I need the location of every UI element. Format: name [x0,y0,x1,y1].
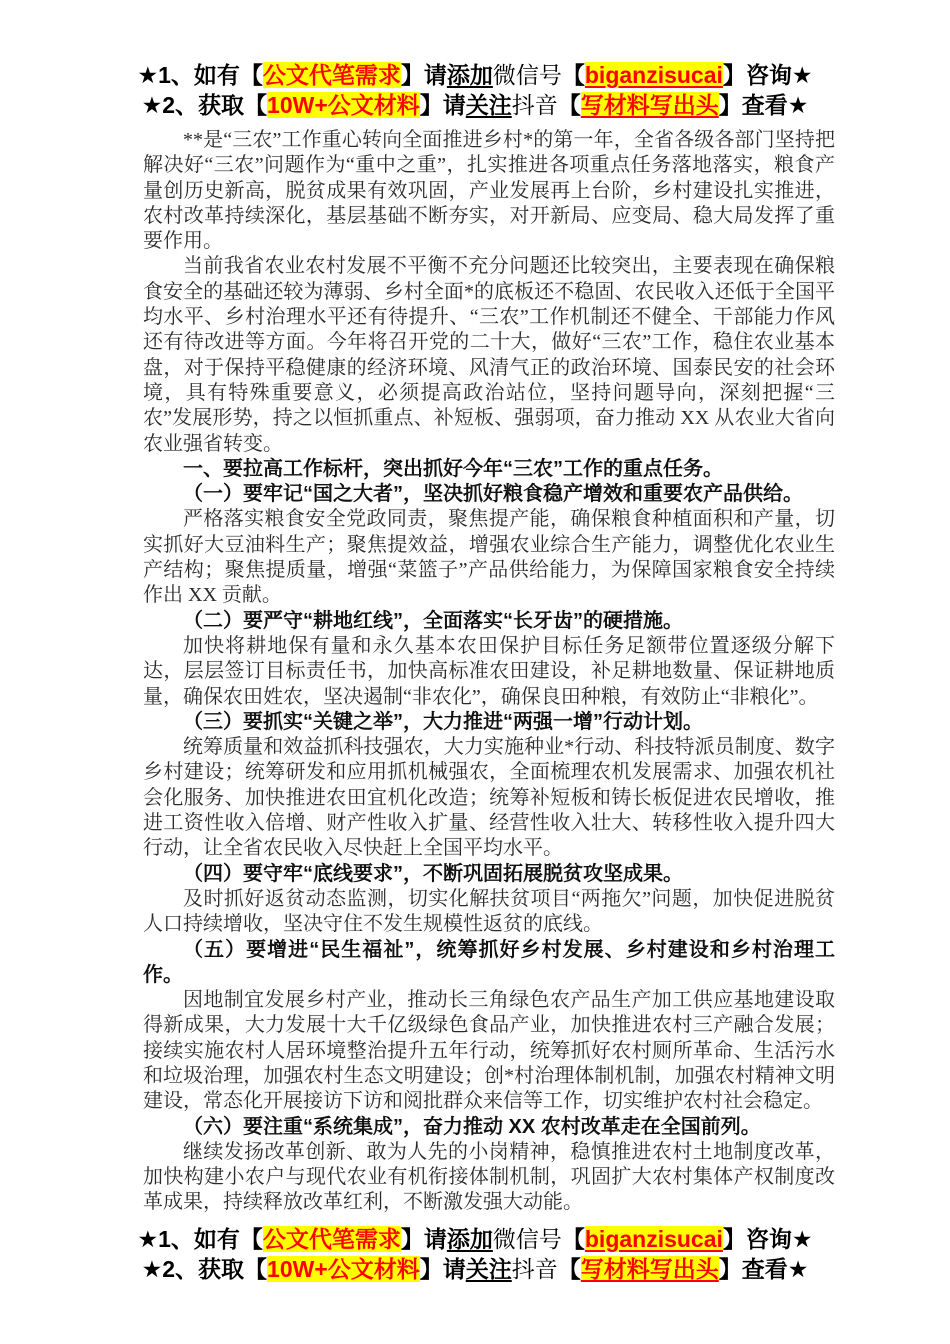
section-heading: （四）要守牢“底线要求”，不断巩固拓展脱贫攻坚成果。 [183,862,683,885]
banner-highlight-segment: 10W+公文材料 [267,92,420,118]
paragraph: 严格落实粮食安全党政同责，聚焦提产能，确保粮食种植面积和产量，切实抓好大豆油料生产；聚焦提效益，增强农业综合生产能力，调整优化农业生产结构；聚焦提质量，增强“菜篮子”产品供给能力，为保障国家粮食安全持续作出 XX 贡献。 [143,508,835,607]
promo-banner-top [0,60,950,120]
banner-text-segment: 微信号 [492,1225,562,1252]
paragraph: 加快将耕地保有量和永久基本农田保护目标任务足额带位置逐级分解下达，层层签订目标责任书，加快高标准农田建设，补足耕地数量、保证耕地质量，确保农田姓农，坚决遏制“非农化”，确保良田种粮，有效防止“非粮化”。 [143,634,835,708]
section-heading: （五）要增进“民生福祉”，统筹抓好乡村发展、乡村建设和乡村治理工作。 [143,938,835,986]
banner-text-segment: 抖音 [511,92,558,118]
banner-line-bottom-1 [0,1224,950,1254]
banner-text-segment: 】查看★ [718,1255,809,1282]
banner-text-segment: ★1、如有【 [137,62,263,88]
banner-text-segment: 【 [557,1255,581,1282]
banner-highlight-segment: 写材料写出头 [580,1255,719,1282]
section-heading: （二）要严守“耕地红线”，全面落实“长牙齿”的硬措施。 [183,609,683,632]
banner-highlight-segment: 公文代笔需求 [262,62,401,88]
banner-highlight-segment: 公文代笔需求 [262,1225,401,1252]
paragraph: 统筹质量和效益抓科技强农，大力实施种业*行动、科技特派员制度、数字乡村建设；统筹研发和应用抓机械强农，全面梳理农机发展需求、加强农机社会化服务、加快推进农田宜机化改造；统筹补短板和铸长板促进农民增收，推进工资性收入倍增、财产性收入扩量、经营性收入壮大、转移性收入提升四大行动，让全省农民收入尽快赶上全国平均水平。 [143,736,835,860]
banner-text-segment: 】请 [419,1255,466,1282]
document-body [143,128,835,1216]
banner-text-segment: 】咨询★ [722,1225,813,1252]
banner-text-segment: 【 [561,1225,585,1252]
banner-highlight-segment: 写材料写出头 [580,92,719,118]
banner-text-segment: ★2、获取【 [141,92,268,118]
banner-highlight-segment: 10W+公文材料 [267,1255,420,1282]
banner-line-top-2 [0,90,950,120]
paragraph: 因地制宜发展乡村产业，推动长三角绿色农产品生产加工供应基地建设取得新成果，大力发展十大千亿级绿色食品产业，加快推进农村三产融合发展；接续实施农村人居环境整治提升五年行动，统筹抓好农村厕所革命、生活污水和垃圾治理，加强农村生态文明建设；创*村治理体制机制，加强农村精神文明建设，常态化开展接访下访和阅批群众来信等工作，切实维护农村社会稳定。 [143,989,835,1113]
banner-highlight-segment: biganzisucai [584,62,723,88]
banner-text-segment: 抖音 [511,1255,558,1282]
section-heading: 一、要拉高工作标杆，突出抓好今年“三农”工作的重点任务。 [183,457,723,480]
banner-text-segment: 】请 [400,1225,447,1252]
paragraph: 当前我省农业农村发展不平衡不充分问题还比较突出，主要表现在确保粮食安全的基础还较为薄弱、乡村全面*的底板还不稳固、农民收入还低于全国平均水平、乡村治理水平还有待提升、“三农”工作机制还不健全、干部能力作风还有待改进等方面。今年将召开党的二十大，做好“三农”工作，稳住农业基本盘，对于保持平稳健康的经济环境、风清气正的政治环境、国泰民安的社会环境，具有特殊重要意义，必须提高政治站位，坚持问题导向，深刻把握“三农”发展形势，持之以恒抓重点、补短板、强弱项，奋力推动 XX 从农业大省向农业强省转变。 [143,255,835,455]
paragraph: 继续发扬改革创新、敢为人先的小岗精神，稳慎推进农村土地制度改革，加快构建小农户与现代农业有机衔接体制机制，巩固扩大农村集体产权制度改革成果，持续释放改革红利，不断激发强大动能。 [143,1140,835,1214]
banner-text-segment: 微信号 [492,62,562,88]
promo-banner-bottom [0,1224,950,1284]
banner-line-bottom-2 [0,1254,950,1284]
banner-text-segment: 关注 [465,1255,512,1282]
banner-text-segment: 】查看★ [718,92,809,118]
banner-text-segment: 关注 [465,92,512,118]
banner-text-segment: ★1、如有【 [137,1225,263,1252]
paragraph: 及时抓好返贫动态监测，切实化解扶贫项目“两拖欠”问题，加快促进脱贫人口持续增收，坚决守住不发生规模性返贫的底线。 [143,887,835,936]
banner-text-segment: 【 [561,62,585,88]
banner-text-segment: ★2、获取【 [141,1255,268,1282]
paragraph: **是“三农”工作重心转向全面推进乡村*的第一年，全省各级各部门坚持把解决好“三农”问题作为“重中之重”，扎实推进各项重点任务落地落实，粮食产量创历史新高，脱贫成果有效巩固，产业发展再上台阶，乡村建设扎实推进，农村改革持续深化，基层基础不断夯实，对开新局、应变局、稳大局发挥了重要作用。 [143,129,835,253]
banner-text-segment: 添加 [446,62,493,88]
section-heading: （六）要注重“系统集成”，奋力推动 XX 农村改革走在全国前列。 [183,1115,761,1138]
banner-text-segment: 】请 [400,62,447,88]
section-heading: （三）要抓实“关键之举”，大力推进“两强一增”行动计划。 [183,710,703,733]
section-heading: （一）要牢记“国之大者”，坚决抓好粮食稳产增效和重要农产品供给。 [183,483,803,506]
banner-text-segment: 】请 [419,92,466,118]
banner-line-top-1 [0,60,950,90]
banner-text-segment: 【 [557,92,581,118]
banner-text-segment: 添加 [446,1225,493,1252]
banner-text-segment: 】咨询★ [722,62,813,88]
banner-highlight-segment: biganzisucai [584,1225,723,1252]
